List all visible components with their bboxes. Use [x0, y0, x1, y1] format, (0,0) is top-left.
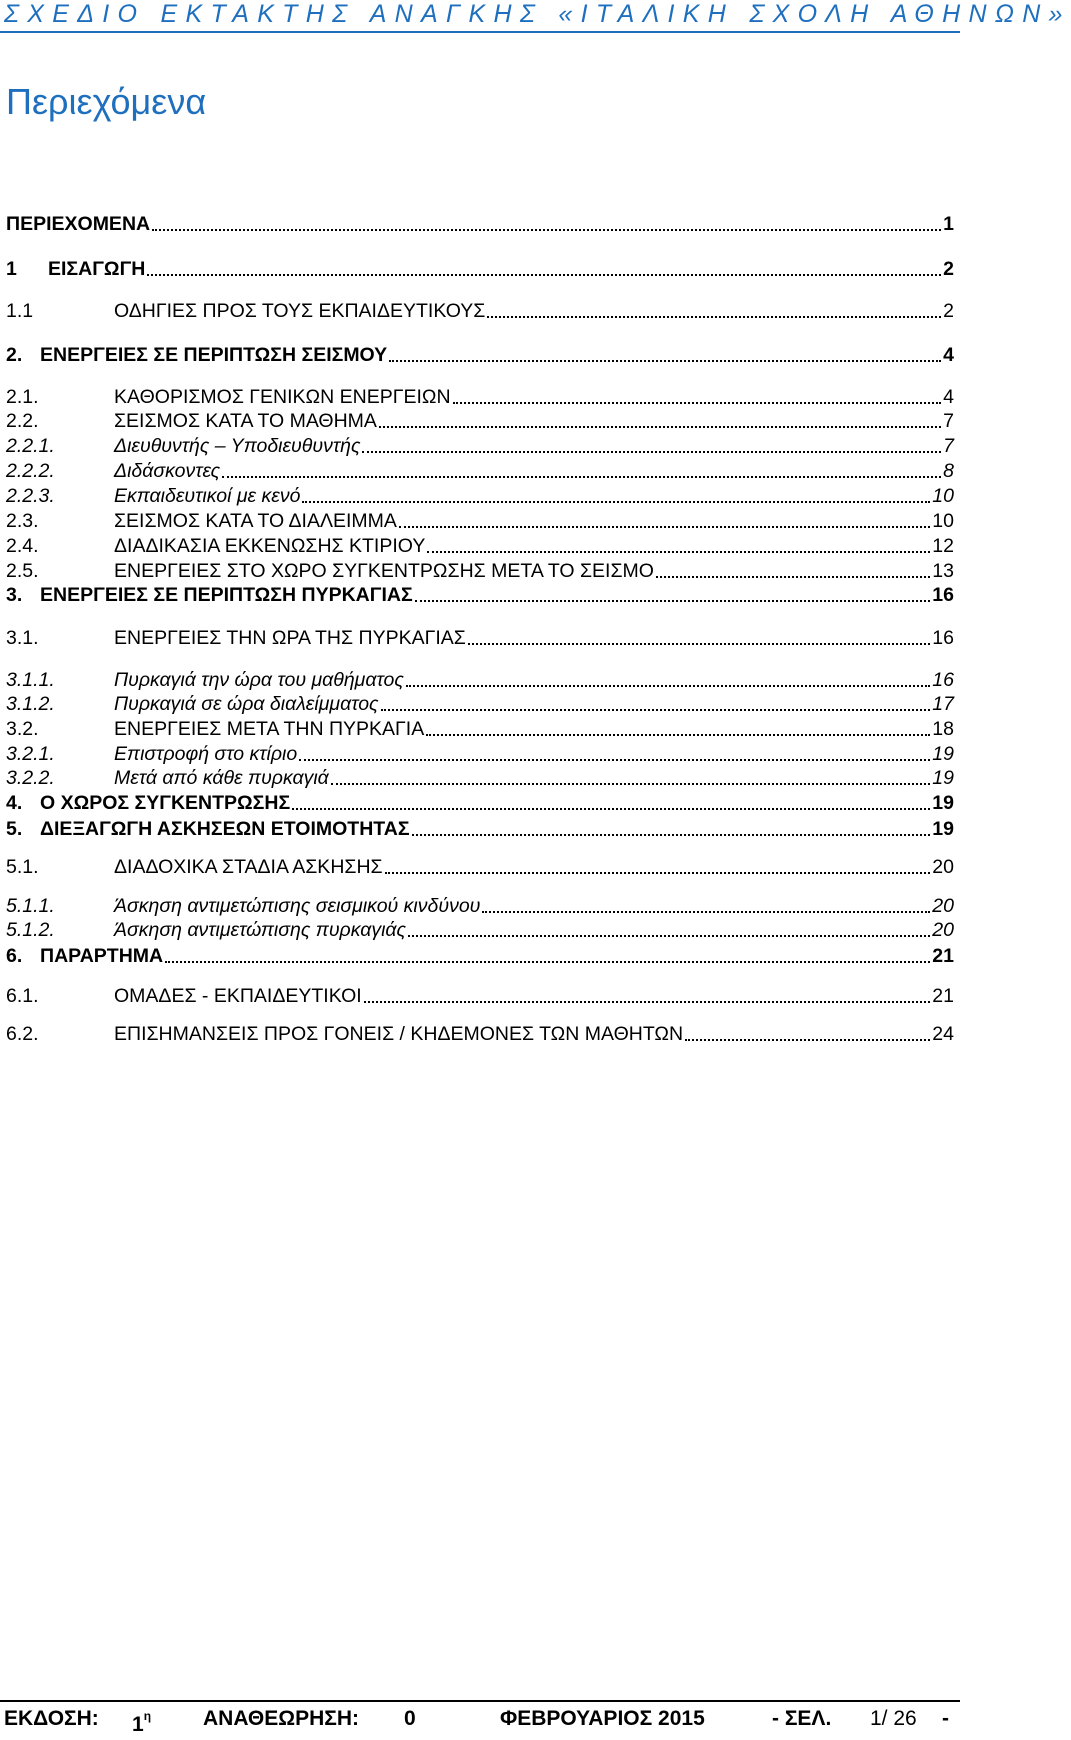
footer-page-label: - ΣΕΛ. — [772, 1707, 832, 1730]
toc-leader-dots — [381, 709, 931, 711]
toc-entry-page: 19 — [932, 767, 954, 789]
toc-entry-page: 17 — [932, 693, 954, 715]
toc-entry[interactable] — [0, 297, 960, 323]
toc-entry-number: 3.2. — [6, 718, 39, 740]
toc-entry-title: ΕΠΙΣΗΜΑΝΣΕΙΣ ΠΡΟΣ ΓΟΝΕΙΣ / ΚΗΔΕΜΟΝΕΣ ΤΩΝ ΜΑΘΗΤΩΝ — [114, 1023, 684, 1045]
toc-entry[interactable] — [0, 982, 960, 1008]
toc-entry-number: 5.1.2. — [6, 919, 55, 941]
toc-entry-page: 10 — [932, 485, 954, 507]
toc-entry-number: 2.5. — [6, 560, 39, 582]
toc-entry-title: ΕΝΕΡΓΕΙΕΣ ΣΕ ΠΕΡΙΠΤΩΣΗ ΠΥΡΚΑΓΙΑΣ — [40, 584, 413, 606]
footer-edition-label: ΕΚΔΟΣΗ: — [4, 1707, 99, 1730]
toc-entry-title: ΕΝΕΡΓΕΙΕΣ ΣΕ ΠΕΡΙΠΤΩΣΗ ΣΕΙΣΜΟΥ — [40, 344, 388, 366]
toc-entry[interactable] — [0, 690, 960, 716]
toc-entry-page: 18 — [932, 718, 954, 740]
toc-entry-page: 8 — [943, 460, 954, 482]
toc-entry[interactable] — [0, 1020, 960, 1046]
toc-leader-dots — [222, 476, 941, 478]
toc-leader-dots — [412, 834, 931, 836]
toc-leader-dots — [468, 643, 930, 645]
toc-leader-dots — [487, 316, 941, 318]
toc-entry-title: ΚΑΘΟΡΙΣΜΟΣ ΓΕΝΙΚΩΝ ΕΝΕΡΓΕΙΩΝ — [114, 386, 451, 408]
toc-entry[interactable] — [0, 666, 960, 692]
toc-entry-title: Επιστροφή στο κτίριο — [114, 743, 298, 765]
toc-entry-number: 2.3. — [6, 510, 39, 532]
footer-divider — [0, 1700, 960, 1702]
toc-entry-page: 7 — [943, 410, 954, 432]
toc-entry-number: 1 — [6, 258, 17, 280]
header-title: ΣΧΕΔΙΟ ΕΚΤΑΚΤΗΣ ΑΝΑΓΚΗΣ «ΙΤΑΛΙΚΗ ΣΧΟΛΗ ΑΘΗΝΩΝ» — [4, 0, 1071, 28]
toc-entry-title: ΔΙΑΔΙΚΑΣΙΑ ΕΚΚΕΝΩΣΗΣ ΚΤΙΡΙΟΥ — [114, 535, 426, 557]
toc-entry[interactable] — [0, 383, 960, 409]
toc-entry-number: 6.1. — [6, 985, 39, 1007]
footer-date: ΦΕΒΡΟΥΑΡΙΟΣ 2015 — [500, 1707, 705, 1730]
toc-entry-page: 20 — [932, 895, 954, 917]
toc-entry[interactable] — [0, 815, 960, 841]
toc-leader-dots — [364, 1001, 931, 1003]
toc-entry[interactable] — [0, 764, 960, 790]
toc-entry-page: 21 — [932, 945, 954, 967]
toc-entry-page: 16 — [932, 584, 954, 606]
toc-entry-number: 3.1. — [6, 627, 39, 649]
toc-leader-dots — [165, 961, 930, 963]
toc-entry-number: 5. — [6, 818, 23, 840]
toc-entry-title: Εκπαιδευτικοί με κενό — [114, 485, 301, 507]
toc-entry-page: 16 — [932, 627, 954, 649]
toc-entry-number: 5.1. — [6, 856, 39, 878]
toc-entry[interactable] — [0, 507, 960, 533]
toc-entry-page: 2 — [943, 258, 954, 280]
footer-edition-sup: η — [143, 1709, 152, 1723]
toc-entry-number: 6. — [6, 945, 23, 967]
toc-entry-page: 19 — [932, 743, 954, 765]
toc-leader-dots — [302, 501, 930, 503]
toc-entry[interactable] — [0, 532, 960, 558]
toc-entry[interactable] — [0, 853, 960, 879]
toc-entry-number: 2.2.2. — [6, 460, 55, 482]
toc-entry-page: 16 — [932, 669, 954, 691]
toc-leader-dots — [685, 1039, 930, 1041]
toc-entry-number: 3.1.1. — [6, 669, 55, 691]
toc-entry-number: 2.1. — [6, 386, 39, 408]
toc-entry-number: 2.2. — [6, 410, 39, 432]
toc-leader-dots — [385, 872, 931, 874]
toc-entry-number: 3.2.2. — [6, 767, 55, 789]
toc-leader-dots — [299, 759, 930, 761]
footer-revision-label: ΑΝΑΘΕΩΡΗΣΗ: — [203, 1707, 360, 1730]
toc-entry-number: 3.2.1. — [6, 743, 55, 765]
toc-entry[interactable] — [0, 715, 960, 741]
toc-entry-page: 20 — [932, 919, 954, 941]
toc-entry-number: 2. — [6, 344, 23, 366]
toc-entry-title: ΣΕΙΣΜΟΣ ΚΑΤΑ ΤΟ ΔΙΑΛΕΙΜΜΑ — [114, 510, 397, 532]
toc-leader-dots — [331, 783, 930, 785]
running-header — [0, 0, 1071, 28]
toc-leader-dots — [426, 734, 930, 736]
toc-entry-page: 1 — [943, 213, 954, 235]
footer-edition-value — [132, 1704, 151, 1740]
toc-entry-page: 13 — [932, 560, 954, 582]
toc-title: Περιεχόμενα — [6, 81, 207, 122]
toc-entry[interactable] — [0, 432, 960, 458]
toc-leader-dots — [152, 229, 941, 231]
toc-entry[interactable] — [0, 341, 960, 367]
toc-entry[interactable] — [0, 255, 960, 281]
toc-entry[interactable] — [0, 482, 960, 508]
toc-entry-number: 2.2.1. — [6, 435, 55, 457]
toc-entry[interactable] — [0, 740, 960, 766]
toc-leader-dots — [406, 685, 930, 687]
toc-entry[interactable] — [0, 557, 960, 583]
toc-entry[interactable] — [0, 916, 960, 942]
toc-entry-number: 3. — [6, 584, 23, 606]
toc-entry-page: 24 — [932, 1023, 954, 1045]
toc-entry[interactable] — [0, 457, 960, 483]
toc-leader-dots — [147, 274, 941, 276]
toc-entry[interactable] — [0, 942, 960, 968]
toc-leader-dots — [427, 551, 930, 553]
footer-edition-number: 1 — [132, 1713, 144, 1736]
toc-entry-number: 5.1.1. — [6, 895, 55, 917]
toc-entry-title: ΕΝΕΡΓΕΙΕΣ ΜΕΤΑ ΤΗΝ ΠΥΡΚΑΓΙΑ — [114, 718, 425, 740]
toc-entry-number: 4. — [6, 792, 23, 814]
toc-entry-page: 10 — [932, 510, 954, 532]
toc-entry-title: ΟΜΑΔΕΣ - ΕΚΠΑΙΔΕΥΤΙΚΟΙ — [114, 985, 362, 1007]
toc-entry-title: ΠΑΡΑΡΤΗΜΑ — [40, 945, 164, 967]
toc-entry-title: ΣΕΙΣΜΟΣ ΚΑΤΑ ΤΟ ΜΑΘΗΜΑ — [114, 410, 377, 432]
toc-entry-title: Ο ΧΩΡΟΣ ΣΥΓΚΕΝΤΡΩΣΗΣ — [40, 792, 291, 814]
toc-entry-title: Διδάσκοντες — [114, 460, 221, 482]
toc-entry[interactable] — [0, 789, 960, 815]
toc-leader-dots — [656, 576, 930, 578]
toc-entry-number: 2.2.3. — [6, 485, 55, 507]
toc-entry-number: 2.4. — [6, 535, 39, 557]
toc-leader-dots — [482, 911, 930, 913]
toc-leader-dots — [389, 360, 941, 362]
toc-entry-title: ΔΙΕΞΑΓΩΓΗ ΑΣΚΗΣΕΩΝ ΕΤΟΙΜΟΤΗΤΑΣ — [40, 818, 410, 840]
toc-entry-title: Άσκηση αντιμετώπισης σεισμικού κινδύνου — [114, 895, 481, 917]
toc-entry-page: 19 — [932, 792, 954, 814]
toc-entry-page: 4 — [943, 386, 954, 408]
toc-entry[interactable] — [0, 892, 960, 918]
toc-entry-page: 21 — [932, 985, 954, 1007]
toc-entry-title: ΟΔΗΓΙΕΣ ΠΡΟΣ ΤΟΥΣ ΕΚΠΑΙΔΕΥΤΙΚΟΥΣ — [114, 300, 486, 322]
footer-page-tail: - — [942, 1707, 949, 1730]
toc-entry-page: 4 — [943, 344, 954, 366]
toc-entry-page: 20 — [932, 856, 954, 878]
toc-entry-number: 6.2. — [6, 1023, 39, 1045]
page-footer — [0, 1704, 960, 1734]
toc-entry-title: Άσκηση αντιμετώπισης πυρκαγιάς — [114, 919, 407, 941]
toc-entry[interactable] — [0, 210, 960, 236]
toc-leader-dots — [415, 600, 931, 602]
toc-entry-page: 19 — [932, 818, 954, 840]
toc-entry-title: ΠΕΡΙΕΧΟΜΕΝΑ — [6, 213, 151, 235]
toc-entry-title: ΕΙΣΑΓΩΓΗ — [48, 258, 146, 280]
header-divider — [0, 31, 960, 33]
toc-entry-title: ΕΝΕΡΓΕΙΕΣ ΣΤΟ ΧΩΡΟ ΣΥΓΚΕΝΤΡΩΣΗΣ ΜΕΤΑ ΤΟ ΣΕΙΣΜΟ — [114, 560, 654, 582]
toc-leader-dots — [292, 808, 930, 810]
toc-entry[interactable] — [0, 407, 960, 433]
toc-leader-dots — [408, 935, 930, 937]
footer-revision-value: 0 — [404, 1707, 416, 1730]
footer-page-value: 1/ 26 — [870, 1707, 917, 1730]
toc-entry-page: 12 — [932, 535, 954, 557]
toc-leader-dots — [362, 451, 941, 453]
toc-leader-dots — [379, 426, 941, 428]
toc-entry-page: 2 — [943, 300, 954, 322]
toc-leader-dots — [399, 526, 930, 528]
toc-entry-title: Διευθυντής – Υποδιευθυντής — [114, 435, 361, 457]
toc-entry[interactable] — [0, 581, 960, 607]
toc-entry-title: Πυρκαγιά την ώρα του μαθήματος — [114, 669, 404, 691]
toc-entry-title: Μετά από κάθε πυρκαγιά — [114, 767, 329, 789]
toc-leader-dots — [453, 402, 942, 404]
toc-entry-title: ΔΙΑΔΟΧΙΚΑ ΣΤΑΔΙΑ ΑΣΚΗΣΗΣ — [114, 856, 383, 878]
toc-entry-page: 7 — [943, 435, 954, 457]
toc-entry[interactable] — [0, 624, 960, 650]
toc-entry-title: ΕΝΕΡΓΕΙΕΣ ΤΗΝ ΩΡΑ ΤΗΣ ΠΥΡΚΑΓΙΑΣ — [114, 627, 466, 649]
toc-entry-number: 1.1 — [6, 300, 34, 322]
toc-entry-number: 3.1.2. — [6, 693, 55, 715]
toc-entry-title: Πυρκαγιά σε ώρα διαλείμματος — [114, 693, 379, 715]
